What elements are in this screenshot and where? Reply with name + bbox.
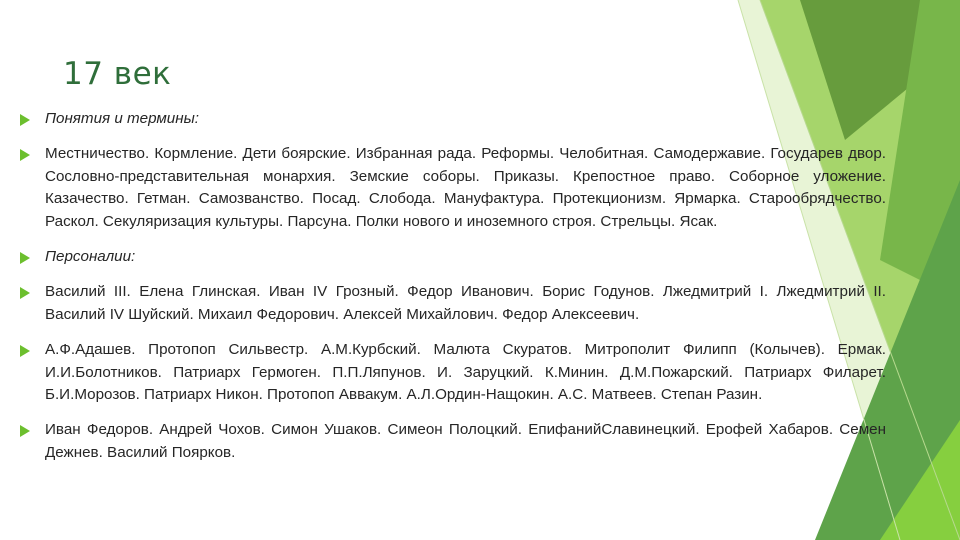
list-item-rulers — [20, 281, 886, 326]
item-text: А.Ф.Адашев. Протопоп Сильвестр. А.М.Курбский. Малюта Скуратов. Митрополит Филипп (Колычев). Ермак. И.И.Болотников. Патриарх Гермоген. П.П.Ляпунов. И. Заруцкий. К.Минин. Д.М.Пожарский. Патриарх Филарет. Б.И.Морозов. Патриарх Никон. Протопоп Аввакум. А.Л.Ордин-Нащокин. А.С. Матвеев. Степан Разин. — [45, 341, 886, 404]
bullet-arrow-icon — [20, 149, 30, 161]
item-text: Василий III. Елена Глинская. Иван IV Грозный. Федор Иванович. Борис Годунов. Лжедмитрий I. Лжедмитрий II. Василий IV Шуйский. Михаил Федорович. Алексей Михайлович. Федор Алексеевич. — [45, 283, 886, 323]
list-item-terms-heading — [20, 108, 886, 130]
item-text: Понятия и термины: — [45, 110, 200, 127]
list-item-figures — [20, 339, 886, 406]
bullet-arrow-icon — [20, 425, 30, 437]
list-item-culture — [20, 419, 886, 464]
item-text: Иван Федоров. Андрей Чохов. Симон Ушаков. Симеон Полоцкий. ЕпифанийСлавинецкий. Ерофей Хабаров. Семен Дежнев. Василий Поярков. — [45, 421, 886, 461]
bullet-arrow-icon — [20, 252, 30, 264]
bullet-list — [20, 108, 886, 477]
item-text: Персоналии: — [45, 248, 136, 266]
list-item-terms — [20, 143, 886, 233]
bullet-arrow-icon — [20, 345, 30, 357]
item-text: Местничество. Кормление. Дети боярские. Избранная рада. Реформы. Челобитная. Самодержавие. Государев двор. Сословно-представительная монархия. Земские соборы. Приказы. Крепостное право. Соборное уложение. Казачество. Гетман. Самозванство. Посад. Слобода. Мануфактура. Протекционизм. Ярмарка. Старообрядчество. Раскол. Секуляризация культуры. Парсуна. Полки нового и иноземного строя. Стрельцы. Ясак. — [45, 145, 886, 230]
bullet-arrow-icon — [20, 114, 30, 126]
bullet-arrow-icon — [20, 287, 30, 299]
slide-title: 17 век — [63, 56, 172, 92]
list-item-persons-heading — [20, 246, 886, 268]
